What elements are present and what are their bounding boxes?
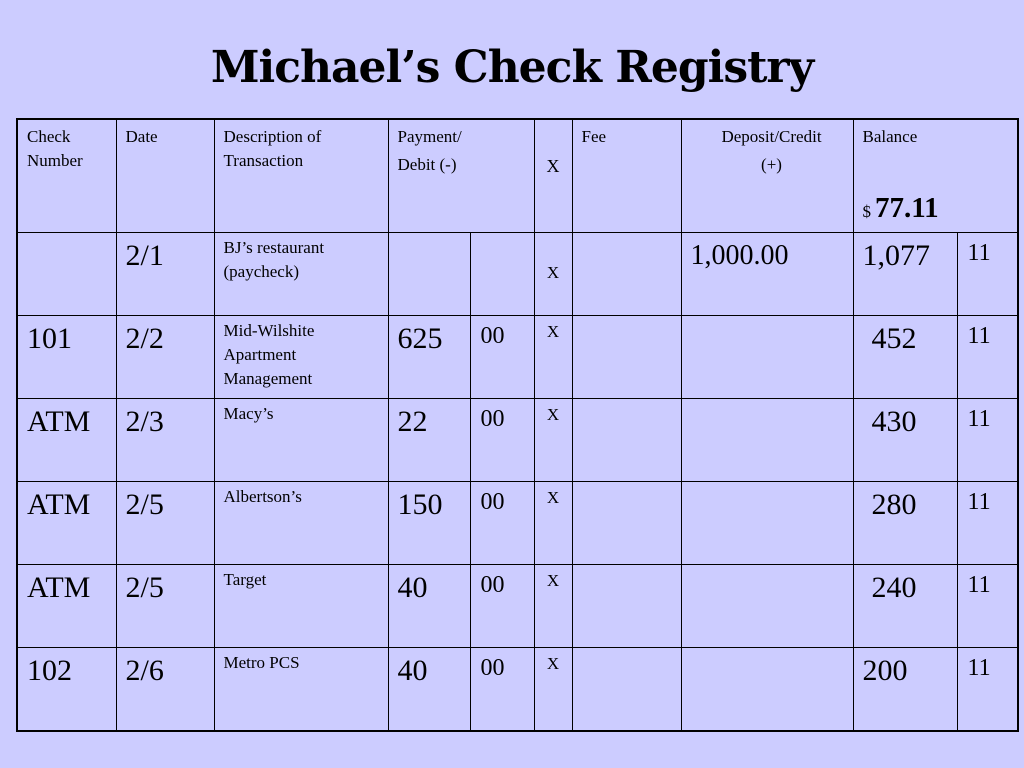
date-cell: 2/3 [116, 399, 214, 482]
balance-cents-cell: 11 [957, 482, 1018, 565]
cleared-mark-cell: X [534, 565, 572, 648]
balance-dollars-cell: 1,077 [853, 233, 957, 316]
fee-cell [572, 316, 681, 399]
description-cell [214, 316, 388, 399]
payment-cents-cell [470, 233, 534, 316]
date-cell: 2/5 [116, 565, 214, 648]
description-cell [214, 233, 388, 316]
check-number-cell: 102 [17, 648, 116, 732]
payment-cents-cell: 00 [470, 316, 534, 399]
deposit-cell [681, 648, 853, 732]
balance-cents-cell: 11 [957, 316, 1018, 399]
header-balance: Balance $ 77.11 [853, 119, 1018, 233]
check-registry-table [16, 118, 1019, 732]
balance-cents-cell: 11 [957, 565, 1018, 648]
payment-dollars-cell [388, 233, 470, 316]
description-cell [214, 399, 388, 482]
header-description: Description of Transaction [214, 119, 388, 233]
table-row [17, 565, 1018, 648]
fee-cell [572, 399, 681, 482]
deposit-cell [681, 565, 853, 648]
payment-dollars-cell: 40 [388, 648, 470, 732]
payment-cents-cell: 00 [470, 399, 534, 482]
fee-cell [572, 565, 681, 648]
balance-dollars-cell: 240 [853, 565, 957, 648]
header-payment: Payment/ Debit (-) [388, 119, 534, 233]
date-cell: 2/5 [116, 482, 214, 565]
header-date: Date [116, 119, 214, 233]
balance-dollars-cell: 200 [853, 648, 957, 732]
description-cell [214, 482, 388, 565]
balance-cents-cell: 11 [957, 648, 1018, 732]
fee-cell [572, 648, 681, 732]
header-deposit: Deposit/Credit (+) [681, 119, 853, 233]
payment-dollars-cell: 22 [388, 399, 470, 482]
date-cell: 2/2 [116, 316, 214, 399]
header-fee: Fee [572, 119, 681, 233]
payment-cents-cell: 00 [470, 482, 534, 565]
table-row [17, 399, 1018, 482]
check-number-cell: ATM [17, 399, 116, 482]
balance-dollars-cell: 452 [853, 316, 957, 399]
check-number-cell: ATM [17, 482, 116, 565]
description-text: Target [223, 570, 267, 589]
cleared-mark-cell: X [534, 648, 572, 732]
description-text: Mid-Wilshite Apartment Management [223, 321, 315, 388]
fee-cell [572, 482, 681, 565]
payment-cents-cell: 00 [470, 565, 534, 648]
balance-dollars-cell: 280 [853, 482, 957, 565]
starting-balance: $ 77.11 [862, 192, 939, 224]
description-cell [214, 565, 388, 648]
page-title: Michael’s Check Registry [210, 42, 814, 93]
balance-dollars-cell: 430 [853, 399, 957, 482]
fee-cell [572, 233, 681, 316]
table-row [17, 482, 1018, 565]
deposit-cell [681, 399, 853, 482]
payment-dollars-cell: 40 [388, 565, 470, 648]
cleared-mark-cell: X [534, 316, 572, 399]
description-text: Albertson’s [223, 487, 302, 506]
table-row [17, 233, 1018, 316]
balance-cents-cell: 11 [957, 399, 1018, 482]
balance-cents-cell: 11 [957, 233, 1018, 316]
description-line1: BJ’s restaurant [223, 238, 325, 257]
payment-dollars-cell: 150 [388, 482, 470, 565]
payment-dollars-cell: 625 [388, 316, 470, 399]
table-row [17, 648, 1018, 732]
check-number-cell: 101 [17, 316, 116, 399]
deposit-cell: 1,000.00 [681, 233, 853, 316]
check-number-cell [17, 233, 116, 316]
payment-cents-cell: 00 [470, 648, 534, 732]
description-line2: (paycheck) [223, 262, 300, 281]
description-text: Metro PCS [223, 653, 300, 672]
header-row [17, 119, 1018, 233]
deposit-cell [681, 482, 853, 565]
check-number-cell: ATM [17, 565, 116, 648]
cleared-mark-cell: X [534, 399, 572, 482]
deposit-cell [681, 316, 853, 399]
table-row [17, 316, 1018, 399]
date-cell: 2/1 [116, 233, 214, 316]
header-check-number: Check Number [17, 119, 116, 233]
cleared-mark-cell: X [534, 482, 572, 565]
description-cell [214, 648, 388, 732]
cleared-mark-cell: X [534, 233, 572, 316]
date-cell: 2/6 [116, 648, 214, 732]
description-text: Macy’s [223, 404, 274, 423]
header-x: X [534, 119, 572, 233]
